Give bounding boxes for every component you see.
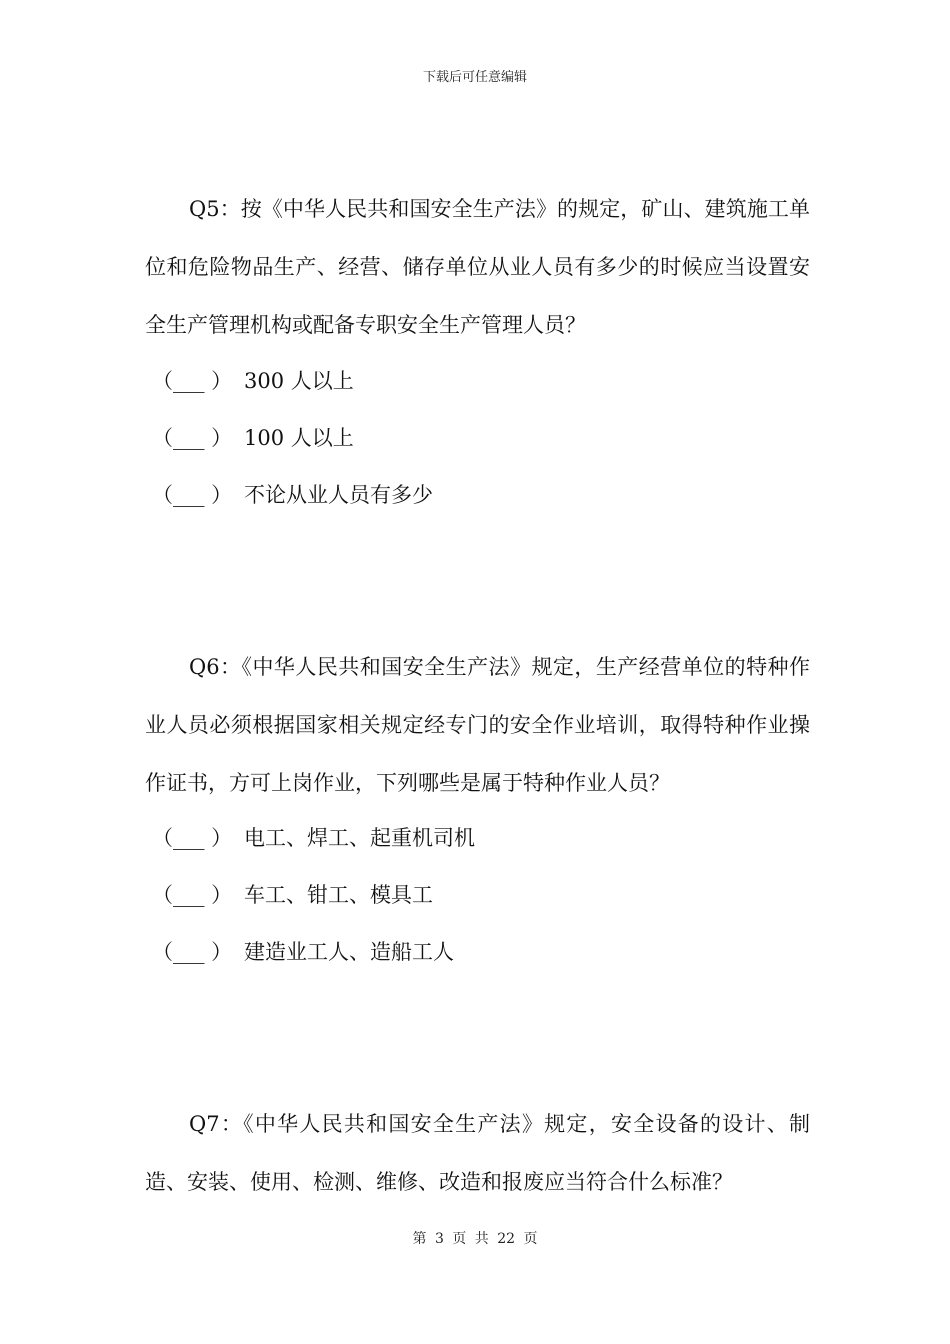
option-label: 建造业工人、造船工人 <box>244 940 454 964</box>
page-header: 下载后可任意编辑 <box>422 70 527 85</box>
question-q7 <box>145 1095 810 1211</box>
answer-blank[interactable]: （___ ） <box>152 483 233 507</box>
page-footer: 第 3 页 共 22 页 <box>412 1231 538 1247</box>
question-text: Q7：《中华人民共和国安全生产法》规定，安全设备的设计、制造、安装、使用、检测、维修、改造和报废应当符合什么标准？ <box>145 1112 810 1194</box>
option-label: 电工、焊工、起重机司机 <box>244 826 475 850</box>
answer-blank[interactable]: （___ ） <box>152 883 233 907</box>
question-text: Q6：《中华人民共和国安全生产法》规定，生产经营单位的特种作业人员必须根据国家相关规定经专门的安全作业培训，取得特种作业操作证书，方可上岗作业，下列哪些是属于特种作业人员？ <box>145 655 810 795</box>
answer-blank[interactable]: （___ ） <box>152 826 233 850</box>
option-label: 300 人以上 <box>244 369 354 393</box>
option-q5-a <box>152 366 354 396</box>
answer-blank[interactable]: （___ ） <box>152 940 233 964</box>
question-q6 <box>145 638 810 812</box>
option-q6-c <box>152 937 454 967</box>
question-q5 <box>145 180 810 354</box>
option-q5-b <box>152 423 354 453</box>
option-q6-b <box>152 880 433 910</box>
option-q6-a <box>152 823 475 853</box>
option-label: 100 人以上 <box>244 426 354 450</box>
question-text: Q5：按《中华人民共和国安全生产法》的规定，矿山、建筑施工单位和危险物品生产、经营、储存单位从业人员有多少的时候应当设置安全生产管理机构或配备专职安全生产管理人员？ <box>145 197 810 337</box>
option-label: 车工、钳工、模具工 <box>244 883 433 907</box>
answer-blank[interactable]: （___ ） <box>152 426 233 450</box>
option-label: 不论从业人员有多少 <box>244 483 433 507</box>
answer-blank[interactable]: （___ ） <box>152 369 233 393</box>
option-q5-c <box>152 480 433 510</box>
